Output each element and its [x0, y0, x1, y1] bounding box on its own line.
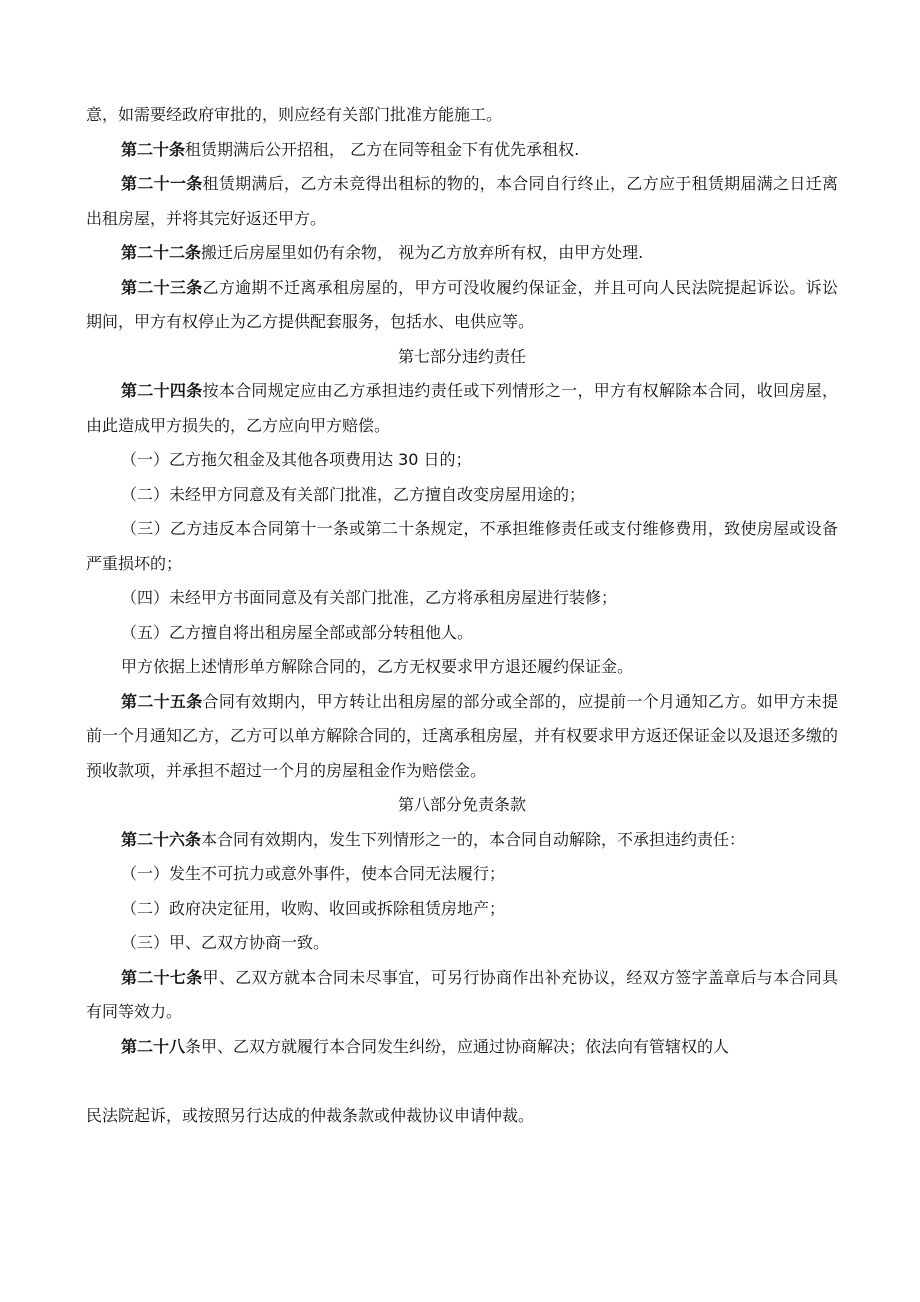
article-text: 租赁期满后，乙方未竞得出租标的物的，本合同自行终止，乙方应于租赁期届满之日迁离出租房屋，并将其完好返还甲方。 — [86, 174, 838, 228]
article-label: 第二十七条 — [121, 967, 203, 987]
article-text: 条甲、乙双方就履行本合同发生纠纷，应通过协商解决；依法向有管辖权的人 — [185, 1036, 730, 1056]
article-label: 第二十四条 — [121, 381, 203, 400]
list-item: （一）乙方拖欠租金及其他各项费用达 30 日的； — [121, 450, 472, 469]
article-24 — [86, 374, 838, 443]
paragraph-text: 甲方依据上述情形单方解除合同的，乙方无权要求甲方退还履约保证金。 — [121, 657, 634, 676]
article-label: 第二十三条 — [121, 277, 203, 297]
list-item: （一）发生不可抗力或意外事件，使本合同无法履行； — [121, 864, 506, 883]
list-item: （二）未经甲方同意及有关部门批准，乙方擅自改变房屋用途的； — [121, 484, 586, 504]
article-text: 搬迁后房屋里如仍有余物， 视为乙方放弃所有权，由甲方处理. — [201, 243, 644, 262]
list-item: （五）乙方擅自将出租房屋全部或部分转租他人。 — [121, 622, 474, 642]
article-text: 租赁期满后公开招租， 乙方在同等租金下有优先承租权. — [185, 139, 580, 159]
article-20 — [86, 133, 838, 168]
paragraph-continuation: 意，如需要经政府审批的，则应经有关部门批准方能施工。 — [86, 105, 503, 124]
article-22 — [86, 236, 838, 271]
article-23 — [86, 271, 838, 340]
article-label: 第二十条 — [121, 139, 186, 159]
article-text: 甲、乙双方就本合同未尽事宜，可另行协商作出补充协议，经双方签字盖章后与本合同具有同等效力。 — [86, 967, 838, 1021]
article-label: 第二十二条 — [121, 243, 202, 262]
article-label: 第二十六条 — [121, 829, 202, 849]
article-text: 按本合同规定应由乙方承担违约责任或下列情形之一，甲方有权解除本合同，收回房屋，由此造成甲方损失的，乙方应向甲方赔偿。 — [86, 381, 838, 435]
paragraph-continuation: 民法院起诉，或按照另行达成的仲裁条款或仲裁协议申请仲裁。 — [86, 1106, 535, 1125]
list-item: （四）未经甲方书面同意及有关部门批准，乙方将承租房屋进行装修； — [121, 588, 618, 607]
paragraph-gap — [86, 1064, 838, 1099]
article-text: 乙方逾期不迁离承租房屋的，甲方可没收履约保证金，并且可向人民法院提起诉讼。诉讼期间，甲方有权停止为乙方提供配套服务，包括水、电供应等。 — [86, 277, 838, 331]
list-item: （二）政府决定征用，收购、收回或拆除租赁房地产； — [121, 898, 506, 918]
article-25 — [86, 685, 838, 789]
article-27 — [86, 961, 838, 1030]
section-heading-7: 第七部分违约责任 — [397, 346, 526, 366]
article-text: 合同有效期内，甲方转让出租房屋的部分或全部的，应提前一个月通知乙方。如甲方未提前一个月通知乙方，乙方可以单方解除合同的，迁离承租房屋，并有权要求甲方返还保证金以及退还多缴的预收款项，并承担不超过一个月的房屋租金作为赔偿金。 — [86, 691, 839, 780]
section-heading-8: 第八部分免责条款 — [397, 795, 526, 814]
list-item: （三）甲、乙双方协商一致。 — [121, 933, 330, 952]
document-page — [86, 98, 838, 1134]
article-label: 第二十五条 — [121, 691, 203, 711]
article-label: 第二十八 — [121, 1036, 186, 1056]
article-label: 第二十一条 — [121, 174, 203, 193]
article-28 — [86, 1030, 838, 1065]
list-item: （三）乙方违反本合同第十一条或第二十条规定，不承担维修责任或支付维修费用，致使房屋或设备严重损坏的； — [86, 519, 838, 573]
article-26 — [86, 823, 838, 858]
article-21 — [86, 167, 838, 236]
article-text: 本合同有效期内，发生下列情形之一的，本合同自动解除，不承担违约责任： — [201, 829, 746, 849]
